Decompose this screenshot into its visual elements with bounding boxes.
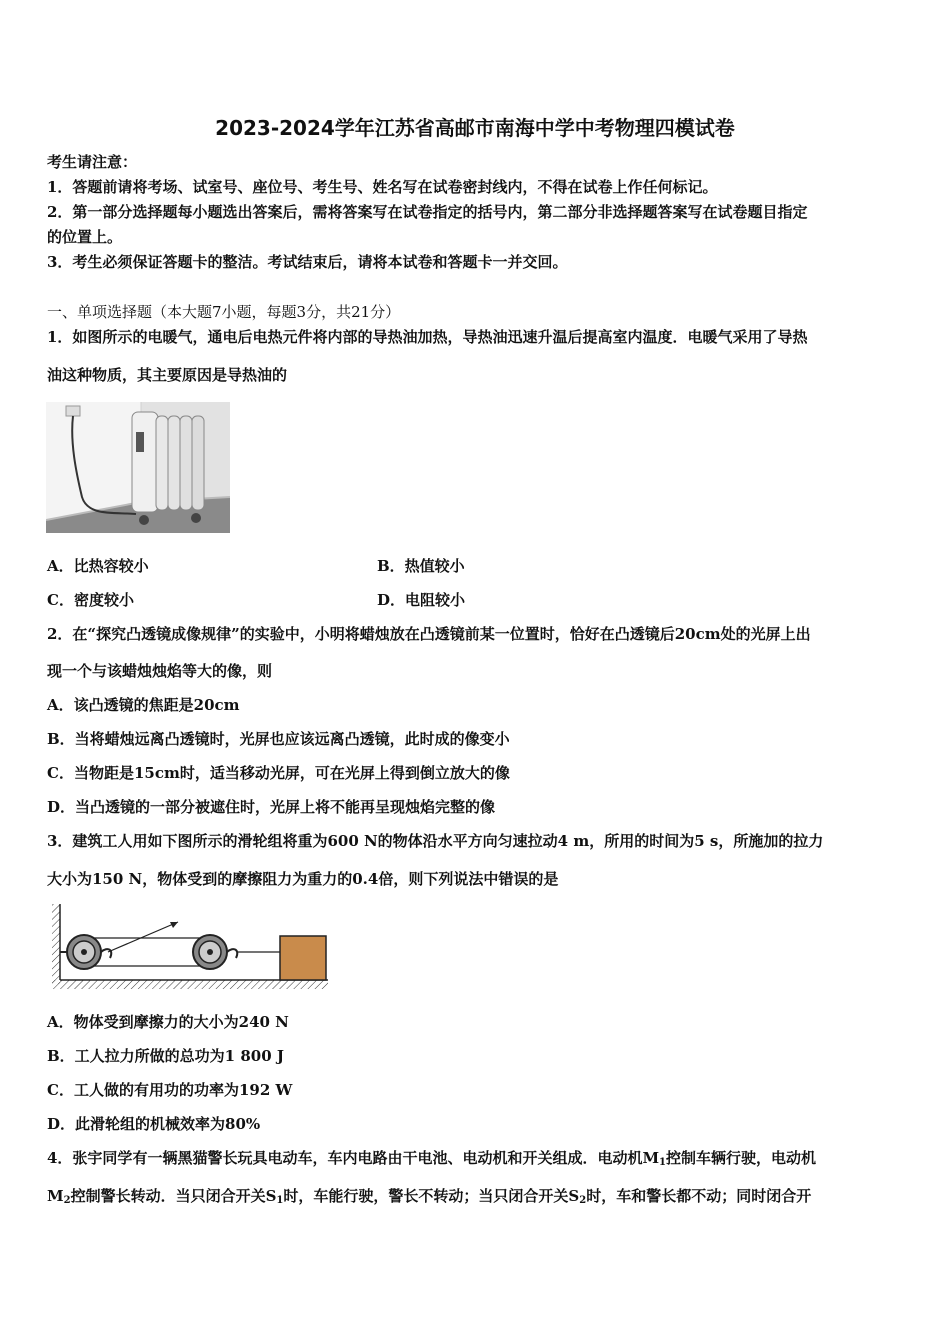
q3-option-a: A．物体受到摩擦力的大小为240 N (47, 1013, 289, 1031)
notice-item-2-cont: 的位置上。 (47, 228, 123, 246)
q2-option-a: A．该凸透镜的焦距是20cm (47, 696, 240, 714)
q2-option-b: B．当将蜡烛远离凸透镜时，光屏也应该远离凸透镜，此时成的像变小 (47, 730, 510, 748)
q1-stem-line2: 油这种物质，其主要原因是导热油的 (47, 366, 288, 384)
q2-option-c: C．当物距是15cm时，适当移动光屏，可在光屏上得到倒立放大的像 (47, 764, 510, 782)
q4-stem-line2: $M_2$控制警长转动．当只闭合开关$S_1$时，车能行驶，警长不转动；当只闭合开关$S_2$时，车和警长都不动；同时闭合开 (47, 1187, 812, 1206)
pulley-system-diagram (48, 902, 332, 994)
q1-option-d: D．电阻较小 (377, 591, 466, 609)
notice-item-1: 1．答题前请将考场、试室号、座位号、考生号、姓名写在试卷密封线内，不得在试卷上作任何标记。 (47, 178, 718, 196)
section-heading: 一、单项选择题（本大题7小题，每题3分，共21分） (47, 303, 401, 321)
q2-option-d: D．当凸透镜的一部分被遮住时，光屏上将不能再呈现烛焰完整的像 (47, 798, 496, 816)
page-title: 2023-2024学年江苏省高邮市南海中学中考物理四模试卷 (215, 116, 735, 140)
q1-option-c: C．密度较小 (47, 591, 134, 609)
notice-heading: 考生请注意： (47, 153, 138, 171)
q3-option-c: C．工人做的有用功的功率为192 W (47, 1081, 293, 1099)
q1-option-b: B．热值较小 (377, 557, 465, 575)
q1-stem-line1: 1．如图所示的电暖气，通电后电热元件将内部的导热油加热，导热油迅速升温后提高室内温度．电暖气采用了导热 (47, 328, 808, 346)
notice-item-2: 2．第一部分选择题每小题选出答案后，需将答案写在试卷指定的括号内，第二部分非选择题答案写在试卷题目指定 (47, 203, 808, 221)
q2-stem-line1: 2．在“探究凸透镜成像规律”的实验中，小明将蜡烛放在凸透镜前某一位置时，恰好在凸透镜后20cm处的光屏上出 (47, 625, 811, 643)
oil-heater-photo (46, 402, 230, 533)
q1-option-a: A．比热容较小 (47, 557, 149, 575)
q4-stem-line1: 4．张宇同学有一辆黑猫警长玩具电动车，车内电路由干电池、电动机和开关组成．电动机$M_1$控制车辆行驶，电动机 (47, 1149, 817, 1168)
notice-item-3: 3．考生必须保证答题卡的整洁。考试结束后，请将本试卷和答题卡一并交回。 (47, 253, 568, 271)
q3-option-d: D．此滑轮组的机械效率为80% (47, 1115, 261, 1133)
q2-stem-line2: 现一个与该蜡烛烛焰等大的像，则 (47, 662, 273, 680)
q3-option-b: B．工人拉力所做的总功为1 800 J (47, 1047, 284, 1065)
q3-stem-line2: 大小为150 N，物体受到的摩擦阻力为重力的0.4倍，则下列说法中错误的是 (47, 870, 559, 888)
q3-stem-line1: 3．建筑工人用如下图所示的滑轮组将重为600 N的物体沿水平方向匀速拉动4 m，所用的时间为5 s，所施加的拉力 (47, 832, 824, 850)
